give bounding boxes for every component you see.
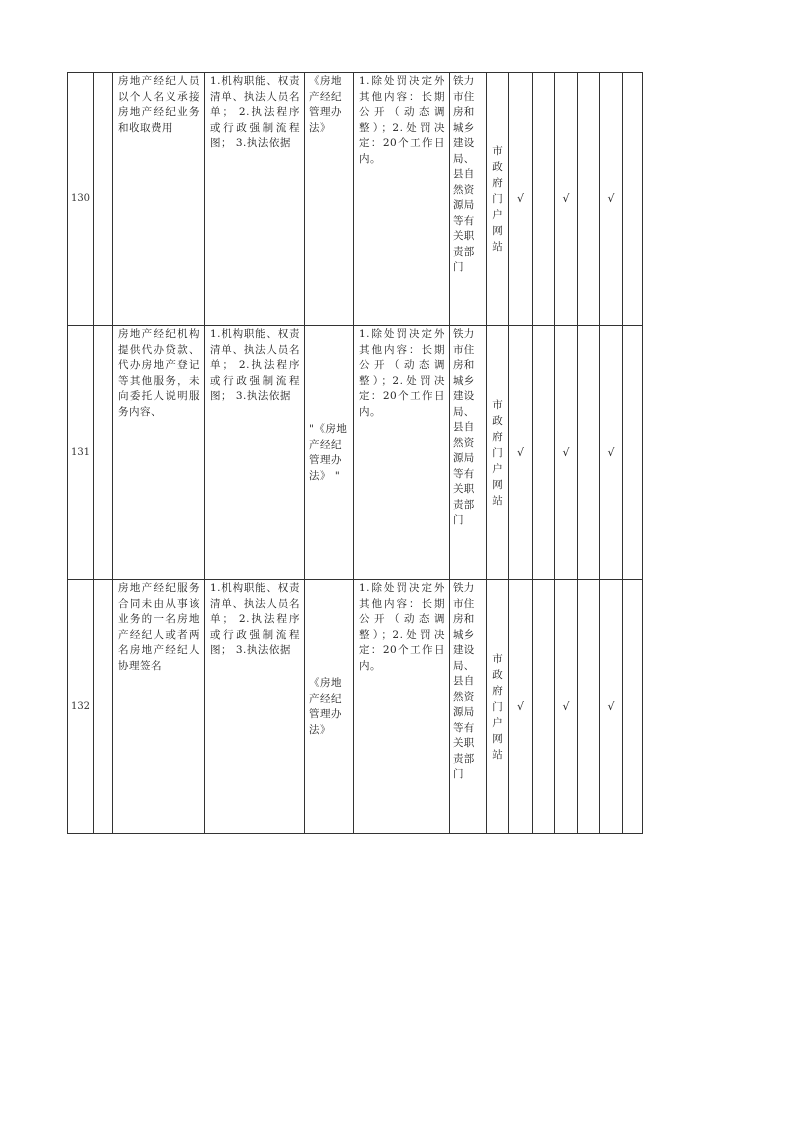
spacer-cell xyxy=(94,580,113,834)
check-mark: √ xyxy=(555,326,578,580)
check-mark: √ xyxy=(600,580,623,834)
empty-cell xyxy=(623,580,643,834)
check-mark: √ xyxy=(600,326,623,580)
table-row xyxy=(68,326,643,580)
channel-cell: 市政府门户网站 xyxy=(487,326,509,580)
check-mark: √ xyxy=(555,580,578,834)
content-cell: 1.机构职能、权责清单、执法人员名单； 2.执法程序或行政强制流程 图； 3.执法依据 xyxy=(205,326,305,580)
disclosure-table xyxy=(67,72,643,834)
empty-cell xyxy=(578,326,600,580)
row-number: 130 xyxy=(68,73,94,326)
empty-cell xyxy=(533,326,555,580)
check-mark: √ xyxy=(555,73,578,326)
basis-cell: 《房地产经纪管理办法》 xyxy=(305,580,354,834)
empty-cell xyxy=(533,73,555,326)
item-cell: 房地产经纪机构提供代办贷款、代办房地产登记等其他服务，未向委托人说明服务内容、 xyxy=(113,326,205,580)
timeframe-cell: 1.除处罚决定外其他内容：长期公开（动态调整）；2.处罚决定：20个工作日内。 xyxy=(354,326,450,580)
basis-cell: 《房地产经纪管理办法》 xyxy=(305,73,354,326)
spacer-cell xyxy=(94,73,113,326)
channel-cell: 市政府门户网站 xyxy=(487,73,509,326)
empty-cell xyxy=(578,580,600,834)
content-cell: 1.机构职能、权责清单、执法人员名单； 2.执法程序或行政强制流程 图； 3.执法依据 xyxy=(205,73,305,326)
department-cell: 铁力市住房和城乡建设局、县自然资源局等有关职责部门 xyxy=(450,73,487,326)
empty-cell xyxy=(533,580,555,834)
item-cell: 房地产经纪服务合同未由从事该业务的一名房地产经纪人或者两名房地产经纪人协理签名 xyxy=(113,580,205,834)
empty-cell xyxy=(623,73,643,326)
timeframe-cell: 1.除处罚决定外其他内容：长期公开（动态调整）；2.处罚决定：20个工作日内。 xyxy=(354,73,450,326)
row-number: 132 xyxy=(68,580,94,834)
department-cell: 铁力市住房和城乡建设局、县自然资源局等有关职责部门 xyxy=(450,326,487,580)
check-mark: √ xyxy=(509,73,533,326)
basis-cell: "《房地产经纪管理办法》 " xyxy=(305,326,354,580)
empty-cell xyxy=(623,326,643,580)
department-cell: 铁力市住房和城乡建设局、县自然资源局等有关职责部门 xyxy=(450,580,487,834)
content-cell: 1.机构职能、权责清单、执法人员名单； 2.执法程序或行政强制流程 图； 3.执法依据 xyxy=(205,580,305,834)
row-number: 131 xyxy=(68,326,94,580)
check-mark: √ xyxy=(509,326,533,580)
table-row xyxy=(68,580,643,834)
spacer-cell xyxy=(94,326,113,580)
empty-cell xyxy=(578,73,600,326)
timeframe-cell: 1.除处罚决定外其他内容：长期公开（动态调整）；2.处罚决定：20个工作日内。 xyxy=(354,580,450,834)
check-mark: √ xyxy=(600,73,623,326)
channel-cell: 市政府门户网站 xyxy=(487,580,509,834)
item-cell: 房地产经纪人员以个人名义承接房地产经纪业务和收取费用 xyxy=(113,73,205,326)
table-row xyxy=(68,73,643,326)
check-mark: √ xyxy=(509,580,533,834)
